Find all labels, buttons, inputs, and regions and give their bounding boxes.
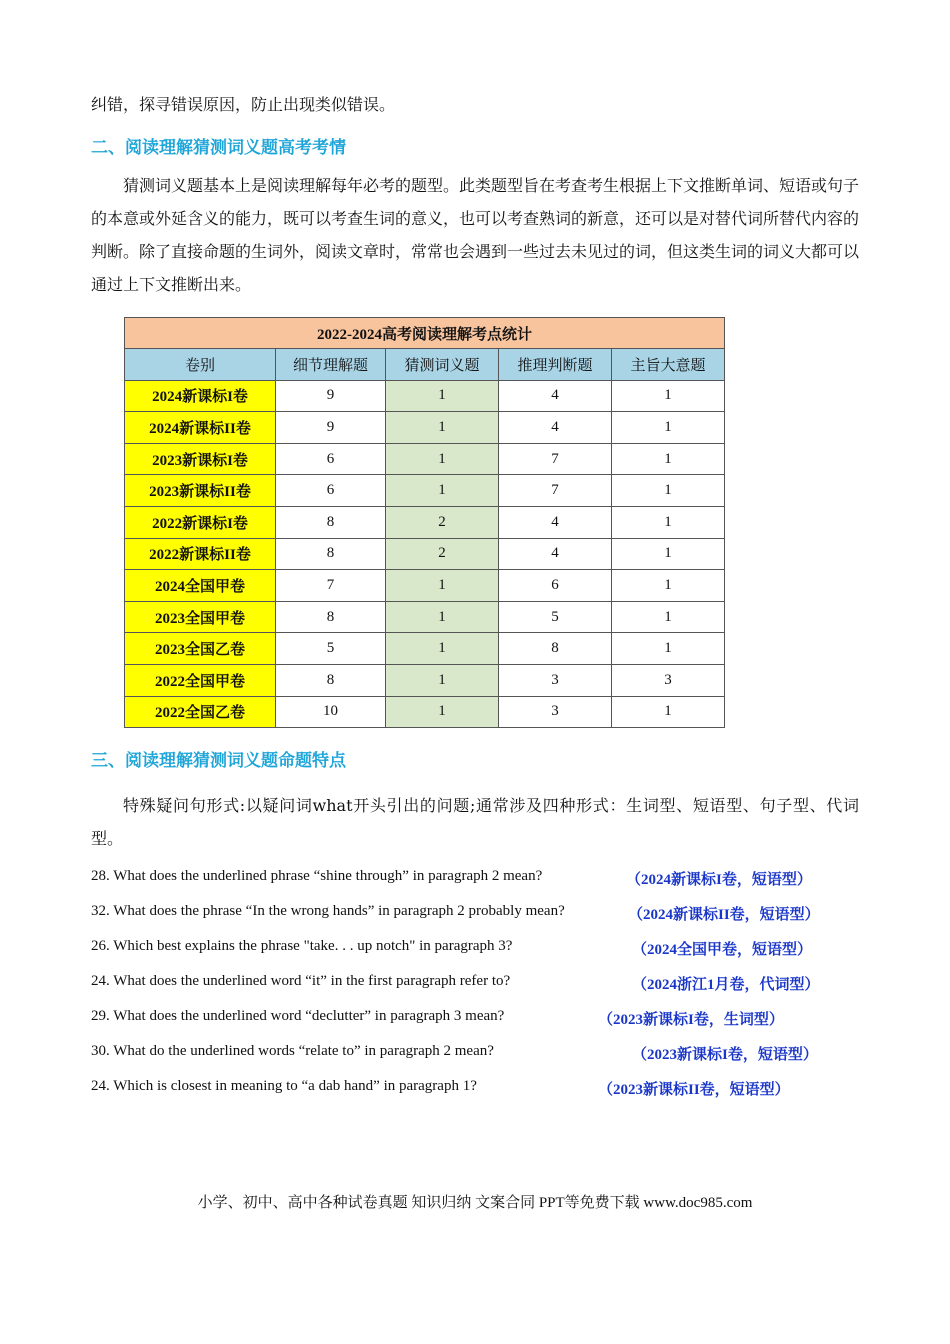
table-cell-count: 3 [499,696,612,728]
table-row [125,664,725,696]
table-row [125,380,725,412]
question-text: 24. What does the underlined word “it” in the first paragraph refer to? [91,973,511,989]
table-cell-count: 1 [386,633,499,665]
question-text: 30. What do the underlined words “relate to” in paragraph 2 mean? [91,1043,494,1059]
table-row [125,538,725,570]
table-cell-count: 8 [276,601,386,633]
question-source-tag: （2024全国甲卷，短语型） [632,942,813,958]
table-cell-count: 7 [499,475,612,507]
section3-body: 特殊疑问句形式:以疑问词what开头引出的问题;通常涉及四种形式：生词型、短语型、句子型、代词型。 [91,796,859,848]
table-cell-count: 8 [276,506,386,538]
question-source-tag: （2023新课标II卷，短语型） [598,1082,790,1098]
table-header-row [125,349,725,381]
header-word-guess: 猜测词义题 [386,349,499,381]
table-cell-paper: 2023全国乙卷 [125,633,276,665]
table-cell-count: 2 [386,506,499,538]
table-cell-count: 3 [499,664,612,696]
table-cell-count: 8 [276,664,386,696]
table-row [125,601,725,633]
table-cell-count: 1 [612,696,725,728]
table-cell-count: 6 [499,570,612,602]
table-row [125,570,725,602]
header-inference: 推理判断题 [499,349,612,381]
header-main-idea: 主旨大意题 [612,349,725,381]
table-cell-paper: 2022全国乙卷 [125,696,276,728]
table-cell-count: 3 [612,664,725,696]
table-cell-count: 1 [612,570,725,602]
table-cell-count: 1 [386,696,499,728]
table-cell-count: 1 [612,538,725,570]
table-cell-count: 1 [612,380,725,412]
table-cell-paper: 2024新课标II卷 [125,412,276,444]
question-source-tag: （2024浙江1月卷，代词型） [632,977,820,993]
table-cell-count: 1 [612,601,725,633]
table-cell-count: 1 [386,475,499,507]
question-text: 26. Which best explains the phrase "take. . . up notch" in paragraph 3? [91,938,513,954]
table-cell-count: 8 [276,538,386,570]
question-source-tag: （2024新课标II卷，短语型） [628,907,820,923]
table-cell-count: 1 [612,443,725,475]
question-source-tag: （2024新课标I卷，短语型） [626,872,812,888]
table-row [125,412,725,444]
table-cell-paper: 2023新课标I卷 [125,443,276,475]
table-cell-paper: 2024新课标I卷 [125,380,276,412]
table-cell-count: 1 [386,601,499,633]
table-title-row [125,318,725,349]
table-cell-count: 5 [499,601,612,633]
table-cell-count: 1 [386,443,499,475]
section3-heading: 三、阅读理解猜测词义题命题特点 [91,751,346,771]
section2-heading: 二、阅读理解猜测词义题高考考情 [91,138,346,158]
table-row [125,475,725,507]
table-cell-count: 1 [612,506,725,538]
section2-body: 猜测词义题基本上是阅读理解每年必考的题型。此类题型旨在考查考生根据上下文推断单词、短语或句子的本意或外延含义的能力，既可以考查生词的意义，也可以考查熟词的新意，还可以是对替代词所替代内容的判断。除了直接命题的生词外，阅读文章时，常常也会遇到一些过去未见过的词，但这类生词的词义大都可以通过上下文推断出来。 [91,176,860,294]
table-cell-count: 4 [499,538,612,570]
table-cell-count: 5 [276,633,386,665]
stats-table [124,317,725,728]
table-cell-count: 1 [386,664,499,696]
table-cell-count: 1 [612,633,725,665]
header-paper: 卷别 [125,349,276,381]
table-cell-paper: 2023全国甲卷 [125,601,276,633]
table-cell-paper: 2022全国甲卷 [125,664,276,696]
table-cell-count: 7 [499,443,612,475]
table-cell-count: 6 [276,475,386,507]
table-cell-count: 1 [386,412,499,444]
table-cell-count: 1 [386,380,499,412]
table-cell-count: 4 [499,380,612,412]
intro-tail-text: 纠错，探寻错误原因，防止出现类似错误。 [91,95,396,114]
table-title: 2022-2024高考阅读理解考点统计 [125,318,725,349]
table-row [125,443,725,475]
footer-text: 小学、初中、高中各种试卷真题 知识归纳 文案合同 PPT等免费下载 www.doc985.com [197,1195,753,1211]
table-cell-paper: 2024全国甲卷 [125,570,276,602]
table-cell-count: 8 [499,633,612,665]
table-row [125,633,725,665]
table-cell-count: 1 [612,412,725,444]
table-cell-count: 1 [386,570,499,602]
table-cell-paper: 2023新课标II卷 [125,475,276,507]
table-cell-paper: 2022新课标I卷 [125,506,276,538]
table-cell-count: 10 [276,696,386,728]
table-cell-count: 9 [276,412,386,444]
question-source-tag: （2023新课标I卷，生词型） [598,1012,784,1028]
header-detail: 细节理解题 [276,349,386,381]
table-row [125,696,725,728]
table-cell-count: 2 [386,538,499,570]
question-text: 32. What does the phrase “In the wrong hands” in paragraph 2 probably mean? [91,903,565,919]
question-text: 29. What does the underlined word “declutter” in paragraph 3 mean? [91,1008,505,1024]
question-source-tag: （2023新课标I卷，短语型） [632,1047,818,1063]
table-row [125,506,725,538]
question-text: 24. Which is closest in meaning to “a dab hand” in paragraph 1? [91,1078,477,1094]
table-cell-count: 4 [499,506,612,538]
table-cell-count: 6 [276,443,386,475]
table-cell-count: 9 [276,380,386,412]
table-cell-count: 1 [612,475,725,507]
table-cell-count: 7 [276,570,386,602]
table-cell-paper: 2022新课标II卷 [125,538,276,570]
question-text: 28. What does the underlined phrase “shine through” in paragraph 2 mean? [91,868,543,884]
table-cell-count: 4 [499,412,612,444]
